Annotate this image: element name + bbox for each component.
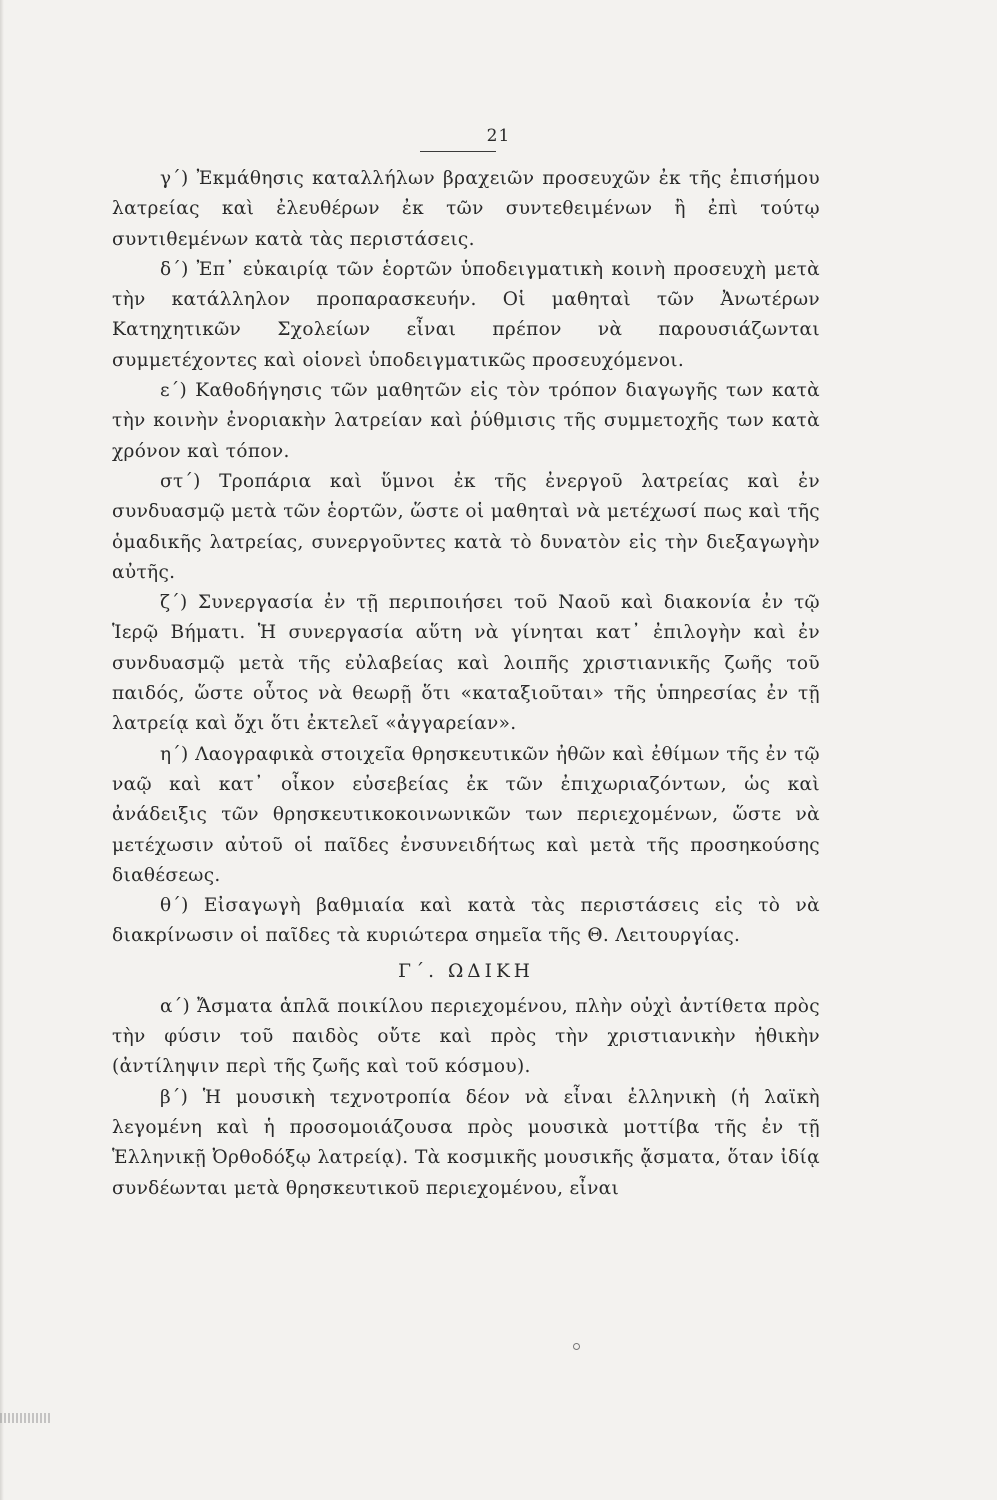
paragraph-gamma: γ΄) Ἐκμάθησις καταλλήλων βραχειῶν προσευχῶν ἐκ τῆς ἐπισήμου λατρείας καὶ ἐλευθέρων ἐκ τῶν συντεθειμένων ἢ ἐπὶ τούτῳ συντιθεμένων κατὰ τὰς περιστάσεις. xyxy=(112,168,820,250)
paragraph-epsilon: ε΄) Καθοδήγησις τῶν μαθητῶν εἰς τὸν τρόπον διαγωγῆς των κατὰ τὴν κοινὴν ἐνοριακὴν λατρείαν καὶ ῥύθμισις τῆς συμμετοχῆς των κατὰ χρόνον καὶ τόπον. xyxy=(112,380,820,462)
section-heading: Γ΄. ΩΔΙΚΗ xyxy=(398,960,534,982)
paragraph-stigma: στ΄) Τροπάρια καὶ ὕμνοι ἐκ τῆς ἐνεργοῦ λατρείας καὶ ἐν συνδυασμῷ μετὰ τῶν ἑορτῶν, ὥστε οἱ μαθηταὶ νὰ μετέχωσί πως καὶ τῆς ὁμαδικῆς λατρείας, συνεργοῦντες κατὰ τὸ δυνατὸν εἰς τὴν διεξαγωγὴν αὐτῆς. xyxy=(112,470,820,583)
ink-dot-mark xyxy=(573,1343,580,1350)
section-paragraph-beta: β΄) Ἡ μουσικὴ τεχνοτροπία δέον νὰ εἶναι ἑλληνικὴ (ἡ λαϊκὴ λεγομένη καὶ ἡ προσομοιάζουσα πρὸς μουσικὰ μοττίβα τῆς ἐν τῇ Ἑλληνικῇ Ὀρθοδόξῳ λατρείᾳ). Τὰ κοσμικῆς μουσικῆς ᾄσματα, ὅταν ἰδίᾳ συνδέωνται μετὰ θρησκευτικοῦ περιεχομένου, εἶναι xyxy=(112,1086,820,1199)
paragraph-eta: η΄) Λαογραφικὰ στοιχεῖα θρησκευτικῶν ἠθῶν καὶ ἐθίμων τῆς ἐν τῷ ναῷ καὶ κατ᾽ οἶκον εὐσεβείας ἐκ τῶν ἐπιχωριαζόντων, ὡς καὶ ἀνάδειξις τῶν θρησκευτικοκοινωνικῶν των περιεχομένων, ὥστε νὰ μετέχωσιν αὐτοῦ οἱ παῖδες ἐνσυνειδήτως καὶ μετὰ τῆς προσηκούσης διαθέσεως. xyxy=(112,743,820,886)
page-edge-shadow xyxy=(0,0,4,1500)
paragraph-delta: δ΄) Ἐπ᾽ εὐκαιρίᾳ τῶν ἑορτῶν ὑποδειγματικὴ κοινὴ προσευχὴ μετὰ τὴν κατάλληλον προπαρασκευήν. Οἱ μαθηταὶ τῶν Ἀνωτέρων Κατηχητικῶν Σχολείων εἶναι πρέπον νὰ παρουσιάζωνται συμμετέχοντες καὶ οἱονεὶ ὑποδειγματικῶς προσευχόμενοι. xyxy=(112,258,820,371)
page-number-rule xyxy=(420,151,496,152)
section-paragraph-alpha: α΄) Ἄσματα ἁπλᾶ ποικίλου περιεχομένου, πλὴν οὐχὶ ἀντίθετα πρὸς τὴν φύσιν τοῦ παιδὸς οὔτε καὶ πρὸς τὴν χριστιανικὴν ἠθικὴν (ἀντίληψιν περὶ τῆς ζωῆς καὶ τοῦ κόσμου). xyxy=(112,995,820,1078)
scan-artifact-mark xyxy=(0,1413,52,1423)
body-text xyxy=(112,164,820,1204)
paragraph-theta: θ΄) Εἰσαγωγὴ βαθμιαία καὶ κατὰ τὰς περιστάσεις εἰς τὸ νὰ διακρίνωσιν οἱ παῖδες τὰ κυριώτερα σημεῖα τῆς Θ. Λειτουργίας. xyxy=(112,895,820,947)
paragraph-zeta: ζ΄) Συνεργασία ἐν τῇ περιποιήσει τοῦ Ναοῦ καὶ διακονία ἐν τῷ Ἱερῷ Βήματι. Ἡ συνεργασία αὕτη νὰ γίνηται κατ᾽ ἐπιλογὴν καὶ ἐν συνδυασμῷ μετὰ τῆς εὐλαβείας καὶ λοιπῆς χριστιανικῆς ζωῆς τοῦ παιδός, ὥστε οὗτος νὰ θεωρῇ ὅτι «καταξιοῦται» τῆς ὑπηρεσίας ἐν τῇ λατρείᾳ καὶ ὄχι ὅτι ἐκτελεῖ «ἀγγαρείαν». xyxy=(112,592,820,735)
page-number: 21 xyxy=(486,126,511,146)
